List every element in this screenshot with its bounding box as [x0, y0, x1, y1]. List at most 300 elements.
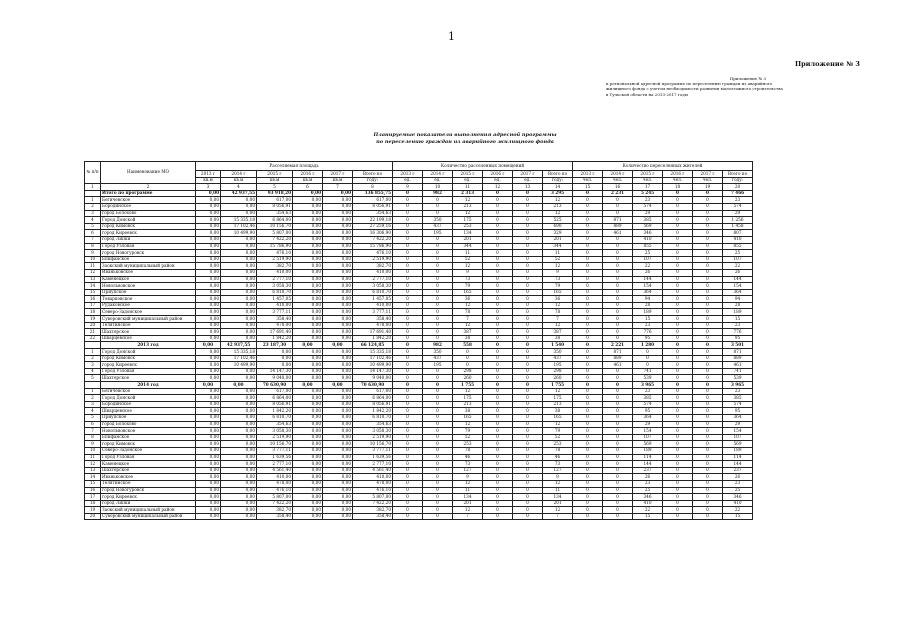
- cell-flats: 0: [393, 507, 423, 514]
- cell-people: 0: [573, 494, 603, 501]
- cell-area: 0,00: [323, 467, 353, 474]
- cell-area: 0,00: [293, 474, 323, 481]
- cell-area: 0,00: [196, 236, 221, 243]
- cell-flats: 0: [483, 382, 513, 389]
- cell-flats: 46: [453, 454, 483, 461]
- appendix-line: к региональной адресной программе по переселению граждан из аварийного: [606, 81, 773, 87]
- cell-area: 0,00: [196, 362, 221, 369]
- cell-flats: 0: [423, 461, 453, 468]
- cell-flats: 1 540: [543, 342, 573, 349]
- cell-flats: 0: [423, 441, 453, 448]
- cell-area: 7 422,20: [257, 236, 293, 243]
- column-number: 3: [196, 184, 221, 191]
- municipality-name: Иваньковское: [101, 269, 196, 276]
- cell-area: 42 937,55: [221, 190, 257, 197]
- unit-header-area: кв.м: [257, 177, 293, 184]
- cell-people: 0: [603, 210, 633, 217]
- year-header-area: 2015 г: [257, 171, 293, 178]
- cell-people: 0: [693, 388, 723, 395]
- cell-people: 0: [603, 434, 633, 441]
- cell-flats: 437: [423, 355, 453, 362]
- cell-area: 0,00: [323, 250, 353, 257]
- cell-area: 617,00: [257, 388, 293, 395]
- cell-flats: 0: [393, 289, 423, 296]
- cell-people: 0: [573, 342, 603, 349]
- cell-people: 0: [663, 289, 693, 296]
- cell-area: 476,10: [257, 250, 293, 257]
- cell-area: 0,00: [221, 382, 257, 389]
- unit-header-area: кв.м: [196, 177, 221, 184]
- cell-area: 2 519,90: [353, 256, 393, 263]
- cell-people: 0: [663, 375, 693, 382]
- cell-area: 0,00: [221, 256, 257, 263]
- cell-area: 0,00: [293, 203, 323, 210]
- cell-area: 0,00: [323, 447, 353, 454]
- cell-flats: 0: [423, 256, 453, 263]
- cell-flats: 0: [393, 316, 423, 323]
- cell-area: 6 810,70: [353, 414, 393, 421]
- cell-people: 0: [573, 335, 603, 342]
- cell-people: 29: [633, 210, 663, 217]
- cell-people: 0: [693, 335, 723, 342]
- cell-flats: 12: [453, 507, 483, 514]
- table-row: [85, 375, 753, 382]
- cell-flats: 0: [513, 223, 543, 230]
- year-header-people: 2016 г: [663, 171, 693, 178]
- cell-flats: 0: [393, 210, 423, 217]
- cell-flats: 690: [543, 223, 573, 230]
- cell-people: 410: [633, 500, 663, 507]
- table-row: [85, 256, 753, 263]
- cell-people: 25: [723, 487, 753, 494]
- row-number: 16: [85, 487, 101, 494]
- group-header-row: [85, 162, 753, 171]
- table-row: [85, 197, 753, 204]
- cell-flats: 0: [513, 309, 543, 316]
- cell-area: 0,00: [221, 480, 257, 487]
- year-header-area: 2017 г: [323, 171, 353, 178]
- row-number: 12: [85, 269, 101, 276]
- cell-people: 776: [633, 329, 663, 336]
- cell-flats: 12: [453, 302, 483, 309]
- cell-people: 0: [603, 197, 633, 204]
- cell-flats: 0: [423, 382, 453, 389]
- cell-flats: 0: [483, 480, 513, 487]
- cell-people: 0: [663, 342, 693, 349]
- cell-flats: 12: [543, 507, 573, 514]
- cell-area: 0,00: [323, 322, 353, 329]
- cell-area: 0,00: [221, 335, 257, 342]
- cell-area: 0,00: [293, 467, 323, 474]
- municipality-name: Епифанское: [101, 434, 196, 441]
- cell-flats: 0: [393, 250, 423, 257]
- cell-area: 0,00: [323, 329, 353, 336]
- cell-flats: 79: [543, 283, 573, 290]
- row-number: [85, 190, 101, 197]
- cell-flats: 0: [423, 480, 453, 487]
- year-header-flats: 2015 г: [453, 171, 483, 178]
- cell-flats: 0: [423, 316, 453, 323]
- cell-area: 0,00: [323, 480, 353, 487]
- cell-area: 0,00: [323, 408, 353, 415]
- cell-people: 410: [723, 236, 753, 243]
- cell-people: 0: [693, 283, 723, 290]
- cell-flats: 0: [393, 447, 423, 454]
- cell-flats: 0: [393, 236, 423, 243]
- year-header-flats: 2014 г: [423, 171, 453, 178]
- cell-people: 776: [723, 329, 753, 336]
- cell-area: 5 807,00: [257, 494, 293, 501]
- cell-people: 0: [573, 236, 603, 243]
- cell-area: 2 777,10: [257, 276, 293, 283]
- cell-area: 0,00: [196, 250, 221, 257]
- cell-flats: 0: [483, 203, 513, 210]
- cell-flats: 0: [393, 461, 423, 468]
- cell-flats: 0: [513, 447, 543, 454]
- cell-area: 0,00: [221, 269, 257, 276]
- cell-flats: 0: [513, 349, 543, 356]
- cell-people: 5 245: [633, 190, 663, 197]
- total-header-area: Всего по: [353, 171, 393, 178]
- cell-flats: 7: [453, 513, 483, 520]
- cell-area: 0,00: [196, 243, 221, 250]
- cell-people: 0: [693, 236, 723, 243]
- cell-people: 0: [663, 256, 693, 263]
- cell-flats: 558: [453, 342, 483, 349]
- cell-flats: 0: [483, 349, 513, 356]
- cell-flats: 0: [393, 302, 423, 309]
- cell-area: 0,00: [293, 256, 323, 263]
- cell-people: 0: [573, 243, 603, 250]
- table-row: [85, 362, 753, 369]
- cell-area: 10 499,90: [221, 230, 257, 237]
- municipality-name: Суворовский муниципальный район: [101, 513, 196, 520]
- table-row: [85, 467, 753, 474]
- cell-people: 0: [603, 461, 633, 468]
- cell-area: 382,70: [353, 507, 393, 514]
- cell-area: 3 777,11: [353, 309, 393, 316]
- cell-flats: 0: [513, 474, 543, 481]
- column-number-row: [85, 184, 753, 191]
- cell-area: 0,00: [196, 434, 221, 441]
- cell-area: 0,00: [323, 487, 353, 494]
- cell-flats: 46: [543, 454, 573, 461]
- cell-area: 15 335,18: [353, 349, 393, 356]
- municipality-name: город Кимовск: [101, 355, 196, 362]
- cell-flats: 0: [423, 408, 453, 415]
- cell-area: 0,00: [293, 223, 323, 230]
- table-row: [85, 203, 753, 210]
- cell-area: 3 058,30: [257, 428, 293, 435]
- cell-flats: 0: [423, 487, 453, 494]
- row-number: 9: [85, 441, 101, 448]
- cell-area: 0,00: [293, 283, 323, 290]
- cell-area: 358,40: [257, 513, 293, 520]
- cell-flats: 11: [453, 487, 483, 494]
- cell-people: 28: [633, 302, 663, 309]
- cell-flats: 0: [513, 250, 543, 257]
- cell-people: 0: [603, 375, 633, 382]
- cell-area: 0,00: [323, 414, 353, 421]
- cell-people: 0: [693, 210, 723, 217]
- cell-people: 144: [723, 276, 753, 283]
- cell-area: 0,00: [293, 276, 323, 283]
- municipality-name: Бородинское: [101, 203, 196, 210]
- column-number: 2: [101, 184, 196, 191]
- cell-people: 0: [603, 494, 633, 501]
- cell-people: 0: [603, 480, 633, 487]
- cell-people: 0: [663, 428, 693, 435]
- row-number: 5: [85, 414, 101, 421]
- cell-area: 70 630,90: [353, 382, 393, 389]
- municipality-name: Город Узловая: [101, 368, 196, 375]
- total-header-people: Всего по: [723, 171, 753, 178]
- cell-people: 95: [633, 408, 663, 415]
- cell-area: 0,00: [221, 487, 257, 494]
- cell-flats: 0: [393, 421, 423, 428]
- cell-area: 0,00: [293, 263, 323, 270]
- cell-area: 410,00: [257, 269, 293, 276]
- cell-flats: 11: [543, 250, 573, 257]
- row-number: 11: [85, 454, 101, 461]
- cell-people: 0: [603, 276, 633, 283]
- cell-flats: 11: [453, 250, 483, 257]
- cell-flats: 0: [423, 243, 453, 250]
- cell-area: 0,00: [196, 329, 221, 336]
- cell-flats: 201: [453, 236, 483, 243]
- cell-area: 0,00: [221, 467, 257, 474]
- cell-flats: 0: [393, 309, 423, 316]
- header-area: Расселяемая площадь: [196, 162, 393, 171]
- cell-area: 0,00: [293, 335, 323, 342]
- cell-flats: 0: [513, 421, 543, 428]
- municipality-name: Епифанское: [101, 256, 196, 263]
- cell-people: 0: [573, 421, 603, 428]
- cell-area: 0,00: [293, 401, 323, 408]
- cell-people: 0: [693, 296, 723, 303]
- cell-area: 0,00: [293, 494, 323, 501]
- cell-people: 0: [663, 210, 693, 217]
- cell-flats: 12: [543, 302, 573, 309]
- cell-area: 382,70: [257, 507, 293, 514]
- cell-people: 0: [693, 276, 723, 283]
- cell-area: 0,00: [196, 197, 221, 204]
- municipality-name: Северо-Задонское: [101, 309, 196, 316]
- cell-people: 189: [723, 447, 753, 454]
- cell-area: 0,00: [293, 414, 323, 421]
- cell-people: 0: [663, 223, 693, 230]
- cell-flats: 12: [543, 421, 573, 428]
- cell-people: 574: [633, 203, 663, 210]
- cell-flats: 0: [393, 256, 423, 263]
- cell-area: 8 056,91: [353, 401, 393, 408]
- cell-flats: 0: [423, 368, 453, 375]
- cell-area: 0,00: [221, 388, 257, 395]
- cell-area: 0,00: [293, 395, 323, 402]
- cell-people: 0: [663, 507, 693, 514]
- cell-people: 0: [573, 388, 603, 395]
- cell-people: 0: [573, 283, 603, 290]
- cell-area: 0,00: [323, 276, 353, 283]
- cell-area: 617,00: [353, 197, 393, 204]
- cell-flats: 165: [543, 289, 573, 296]
- cell-people: 0: [573, 454, 603, 461]
- cell-area: 0,00: [293, 441, 323, 448]
- row-number: 1: [85, 349, 101, 356]
- municipality-name: Новольвовское: [101, 283, 196, 290]
- cell-people: 0: [603, 236, 633, 243]
- cell-area: 0,00: [323, 342, 353, 349]
- cell-people: 410: [633, 236, 663, 243]
- cell-flats: 0: [513, 210, 543, 217]
- municipality-name: Иваньковское: [101, 474, 196, 481]
- cell-people: 0: [573, 223, 603, 230]
- cell-flats: 213: [543, 203, 573, 210]
- table-row: [85, 428, 753, 435]
- column-number: 20: [723, 184, 753, 191]
- cell-area: 0,00: [221, 494, 257, 501]
- cell-area: 0,00: [221, 507, 257, 514]
- cell-people: 0: [573, 375, 603, 382]
- cell-flats: 0: [483, 388, 513, 395]
- municipality-name: 2014 год: [101, 382, 196, 389]
- cell-flats: 0: [483, 335, 513, 342]
- cell-flats: 0: [483, 250, 513, 257]
- cell-flats: 201: [543, 236, 573, 243]
- document-title: [300, 132, 630, 145]
- cell-flats: 0: [483, 289, 513, 296]
- cell-people: 0: [573, 382, 603, 389]
- cell-area: 0,00: [323, 362, 353, 369]
- cell-people: 0: [693, 507, 723, 514]
- cell-area: 8 056,91: [257, 401, 293, 408]
- year-header-area: 2014 г: [221, 171, 257, 178]
- cell-people: 2 231: [603, 190, 633, 197]
- cell-area: 17 102,46: [221, 223, 257, 230]
- cell-people: 22: [633, 263, 663, 270]
- cell-flats: 0: [483, 230, 513, 237]
- row-number: 18: [85, 500, 101, 507]
- cell-flats: 0: [513, 355, 543, 362]
- cell-area: 0,00: [293, 382, 323, 389]
- cell-area: 478,00: [257, 322, 293, 329]
- cell-flats: 0: [483, 461, 513, 468]
- cell-flats: 38: [453, 335, 483, 342]
- cell-flats: 175: [453, 395, 483, 402]
- cell-area: 1 639,56: [257, 454, 293, 461]
- table-row: [85, 434, 753, 441]
- cell-area: 0,00: [196, 507, 221, 514]
- cell-flats: 36: [453, 296, 483, 303]
- row-number: 5: [85, 223, 101, 230]
- row-number: 9: [85, 250, 101, 257]
- cell-flats: 0: [513, 269, 543, 276]
- cell-people: 154: [723, 428, 753, 435]
- cell-area: 6 810,70: [353, 289, 393, 296]
- cell-area: 0,00: [323, 395, 353, 402]
- cell-people: 0: [693, 250, 723, 257]
- cell-flats: 0: [393, 283, 423, 290]
- row-number: 2: [85, 395, 101, 402]
- cell-people: 94: [633, 296, 663, 303]
- municipality-name: Приупское: [101, 414, 196, 421]
- cell-people: 22: [723, 263, 753, 270]
- cell-people: 385: [723, 395, 753, 402]
- cell-people: 346: [723, 494, 753, 501]
- cell-area: 0,00: [293, 236, 323, 243]
- cell-area: 0,00: [221, 428, 257, 435]
- cell-people: 26: [633, 269, 663, 276]
- cell-area: 10 156,70: [353, 441, 393, 448]
- municipality-name: Шахтерское: [101, 329, 196, 336]
- cell-flats: 0: [423, 395, 453, 402]
- column-number: 15: [573, 184, 603, 191]
- cell-people: 0: [603, 316, 633, 323]
- cell-area: 0,00: [323, 263, 353, 270]
- year-header-people: 2017 г: [693, 171, 723, 178]
- year-header-people: 2013 г: [573, 171, 603, 178]
- cell-people: 114: [633, 454, 663, 461]
- cell-flats: 344: [543, 243, 573, 250]
- cell-area: 0,00: [323, 507, 353, 514]
- cell-flats: 0: [393, 467, 423, 474]
- row-number: 21: [85, 329, 101, 336]
- cell-area: 0,00: [221, 447, 257, 454]
- cell-area: 0,00: [196, 316, 221, 323]
- cell-flats: 0: [423, 421, 453, 428]
- cell-flats: 0: [513, 414, 543, 421]
- cell-people: 0: [663, 302, 693, 309]
- cell-flats: 175: [543, 395, 573, 402]
- cell-flats: 0: [513, 401, 543, 408]
- cell-area: 0,00: [323, 302, 353, 309]
- document-title-line: по переселению граждан из аварийного жилищного фонда: [376, 138, 554, 145]
- cell-people: 0: [573, 434, 603, 441]
- cell-area: 27 259,16: [353, 223, 393, 230]
- cell-people: 0: [603, 467, 633, 474]
- cell-flats: 0: [453, 355, 483, 362]
- cell-people: 0: [663, 408, 693, 415]
- cell-people: 95: [723, 335, 753, 342]
- cell-flats: 52: [453, 434, 483, 441]
- cell-area: 6 864,00: [257, 395, 293, 402]
- column-number: 16: [603, 184, 633, 191]
- row-number: 2: [85, 355, 101, 362]
- cell-flats: 0: [483, 434, 513, 441]
- cell-flats: 12: [453, 388, 483, 395]
- cell-area: 17 691,40: [257, 329, 293, 336]
- cell-people: 237: [633, 467, 663, 474]
- cell-area: 0,00: [196, 309, 221, 316]
- cell-area: 0,00: [293, 487, 323, 494]
- cell-people: 0: [603, 263, 633, 270]
- cell-area: 7 422,20: [353, 236, 393, 243]
- cell-people: 569: [633, 223, 663, 230]
- cell-area: 0,00: [293, 362, 323, 369]
- row-number: 15: [85, 289, 101, 296]
- cell-area: 0,00: [221, 500, 257, 507]
- cell-area: 2 519,90: [257, 434, 293, 441]
- cell-flats: 0: [483, 322, 513, 329]
- cell-people: 0: [663, 276, 693, 283]
- cell-people: 0: [663, 421, 693, 428]
- cell-flats: 195: [423, 362, 453, 369]
- row-number: 6: [85, 421, 101, 428]
- cell-area: 0,00: [323, 289, 353, 296]
- cell-people: 0: [603, 335, 633, 342]
- cell-people: 94: [723, 296, 753, 303]
- cell-flats: 0: [393, 296, 423, 303]
